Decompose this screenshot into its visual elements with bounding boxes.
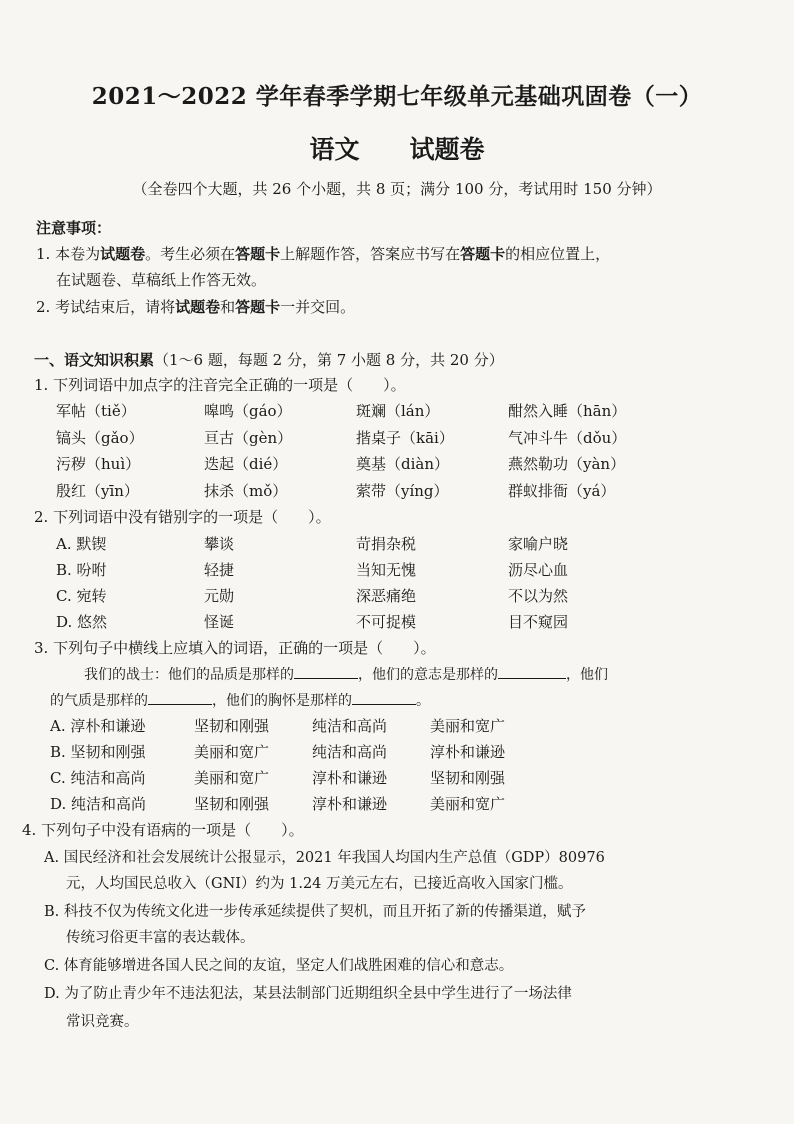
q3-option-d2: 坚韧和刚强 <box>194 795 270 813</box>
q2-option-b1: B. 吩咐 <box>56 561 107 579</box>
section-scoring: （1～6 题，每题 2 分，第 7 小题 8 分，共 20 分） <box>154 351 504 369</box>
q3-option-c4: 坚韧和刚强 <box>430 769 506 787</box>
q3-text: 我们的战士：他们的品质是那样的 <box>84 667 294 683</box>
q2-option-c3: 深恶痛绝 <box>356 587 417 605</box>
q1-option-d2: 抹杀（mǒ） <box>204 482 288 500</box>
q3-option-a2: 坚韧和刚强 <box>194 717 270 735</box>
notes-bold: 答题卡 <box>235 245 281 263</box>
notes-bold: 答题卡 <box>235 298 281 316</box>
q4-option-a-line1: A. 国民经济和社会发展统计公报显示，2021 年我国人均国内生产总值（GDP）80976 <box>44 850 605 866</box>
q2-option-c2: 元勋 <box>204 587 235 605</box>
q1-option-d4: 群蚁排衙（yá） <box>508 482 616 500</box>
q2-option-d3: 不可捉模 <box>356 613 417 631</box>
q2-option-d1: D. 悠然 <box>56 613 108 631</box>
q1-option-d1: 殷红（yīn） <box>56 482 139 500</box>
q2-option-b4: 沥尽心血 <box>508 561 569 579</box>
q3-sentence-line1 <box>84 664 608 685</box>
q3-blank-4[interactable] <box>352 690 416 705</box>
exam-info: （全卷四个大题，共 26 个小题，共 8 页；满分 100 分，考试用时 150 分钟） <box>132 180 662 198</box>
q4-option-a-line2: 元，人均国民总收入（GNI）约为 1.24 万美元左右，已接近高收入国家门槛。 <box>66 876 573 892</box>
notes-text: 一并交回。 <box>280 298 356 316</box>
q1-option-b3: 揩桌子（kāi） <box>356 429 454 447</box>
q2-option-a3: 苛捐杂税 <box>356 535 417 553</box>
q3-blank-3[interactable] <box>148 690 212 705</box>
q3-option-c2: 美丽和宽广 <box>194 769 270 787</box>
q4-option-d-line1: D. 为了防止青少年不违法犯法，某县法制部门近期组织全县中学生进行了一场法律 <box>44 986 572 1002</box>
notes-text: 1. 本卷为 <box>36 245 101 263</box>
q4-option-c-line1: C. 体育能够增进各国人民之间的友谊，坚定人们战胜困难的信心和意志。 <box>44 958 514 974</box>
notes-text: 。考生必须在 <box>145 245 236 263</box>
q2-option-a4: 家喻户晓 <box>508 535 569 553</box>
q1-option-a4: 酣然入睡（hān） <box>508 402 627 420</box>
exam-title: 2021～2022 学年春季学期七年级单元基础巩固卷（一） <box>91 83 703 110</box>
q3-stem: 3. 下列句子中横线上应填入的词语，正确的一项是（ ）。 <box>34 639 436 657</box>
notes-text: 2. 考试结束后，请将 <box>36 298 176 316</box>
q3-text: ，他们的意志是那样的 <box>358 667 498 683</box>
q4-option-b-line2: 传统习俗更丰富的表达载体。 <box>66 930 255 946</box>
q2-option-d2: 怪诞 <box>204 613 235 631</box>
q3-option-a3: 纯洁和高尚 <box>312 717 388 735</box>
q3-option-b3: 纯洁和高尚 <box>312 743 388 761</box>
q1-option-b4: 气冲斗牛（dǒu） <box>508 429 627 447</box>
q1-option-b1: 镐头（gǎo） <box>56 429 144 447</box>
notes-bold: 试题卷 <box>100 245 146 263</box>
q2-option-d4: 目不窥园 <box>508 613 569 631</box>
q1-option-a1: 军帖（tiě） <box>56 402 136 420</box>
q1-option-a2: 嗥鸣（gáo） <box>204 402 292 420</box>
notes-text: 的相应位置上， <box>505 245 611 263</box>
q2-option-b2: 轻捷 <box>204 561 235 579</box>
q2-option-a1: A. 默锲 <box>56 535 107 553</box>
q1-option-b2: 亘古（gèn） <box>204 429 293 447</box>
notes-text: 上解题作答，答案应书写在 <box>280 245 461 263</box>
notes-item-2 <box>36 297 355 317</box>
q2-option-b3: 当知无愧 <box>356 561 417 579</box>
q2-option-c1: C. 宛转 <box>56 587 107 605</box>
q3-blank-1[interactable] <box>294 664 358 679</box>
q3-text: 的气质是那样的 <box>50 693 148 709</box>
q2-option-c4: 不以为然 <box>508 587 569 605</box>
q3-blank-2[interactable] <box>498 664 566 679</box>
q3-option-d1: D. 纯洁和高尚 <box>50 795 147 813</box>
notes-item-1 <box>36 244 610 264</box>
q2-stem: 2. 下列词语中没有错别字的一项是（ ）。 <box>34 508 331 526</box>
q1-option-d3: 萦带（yíng） <box>356 482 449 500</box>
q3-option-d4: 美丽和宽广 <box>430 795 506 813</box>
q1-option-c4: 燕然勒功（yàn） <box>508 455 626 473</box>
q4-stem: 4. 下列句子中没有语病的一项是（ ）。 <box>22 821 304 839</box>
q3-option-b2: 美丽和宽广 <box>194 743 270 761</box>
q1-option-c3: 奠基（diàn） <box>356 455 450 473</box>
q3-option-a4: 美丽和宽广 <box>430 717 506 735</box>
paper-label: 试题卷 <box>409 135 485 164</box>
q1-option-a3: 斑斓（lán） <box>356 402 440 420</box>
q3-option-d3: 淳朴和谦逊 <box>312 795 388 813</box>
notes-item-1-line2: 在试题卷、草稿纸上作答无效。 <box>56 271 267 289</box>
q3-option-c3: 淳朴和谦逊 <box>312 769 388 787</box>
section-1-heading <box>34 350 504 370</box>
q1-stem: 1. 下列词语中加点字的注音完全正确的一项是（ ）。 <box>34 376 406 394</box>
q3-text: ，他们 <box>566 667 608 683</box>
q2-option-a2: 攀谈 <box>204 535 235 553</box>
section-title: 一、语文知识积累 <box>34 351 155 369</box>
q3-option-c1: C. 纯洁和高尚 <box>50 769 146 787</box>
q3-text: ，他们的胸怀是那样的 <box>212 693 352 709</box>
q3-option-b4: 淳朴和谦逊 <box>430 743 506 761</box>
q1-option-c1: 污秽（huì） <box>56 455 141 473</box>
notes-bold: 试题卷 <box>175 298 221 316</box>
notes-heading: 注意事项： <box>36 219 112 237</box>
notes-bold: 答题卡 <box>460 245 506 263</box>
q4-option-b-line1: B. 科技不仅为传统文化进一步传承延续提供了契机，而且开拓了新的传播渠道，赋予 <box>44 904 586 920</box>
q1-option-c2: 迭起（dié） <box>204 455 288 473</box>
notes-text: 和 <box>220 298 236 316</box>
q4-option-d-line2: 常识竞赛。 <box>66 1014 139 1030</box>
q3-text: 。 <box>416 693 430 709</box>
q3-sentence-line2 <box>50 690 430 711</box>
q3-option-a1: A. 淳朴和谦逊 <box>50 717 146 735</box>
exam-subtitle <box>0 130 794 166</box>
q3-option-b1: B. 坚韧和刚强 <box>50 743 146 761</box>
subject-label: 语文 <box>309 135 360 164</box>
